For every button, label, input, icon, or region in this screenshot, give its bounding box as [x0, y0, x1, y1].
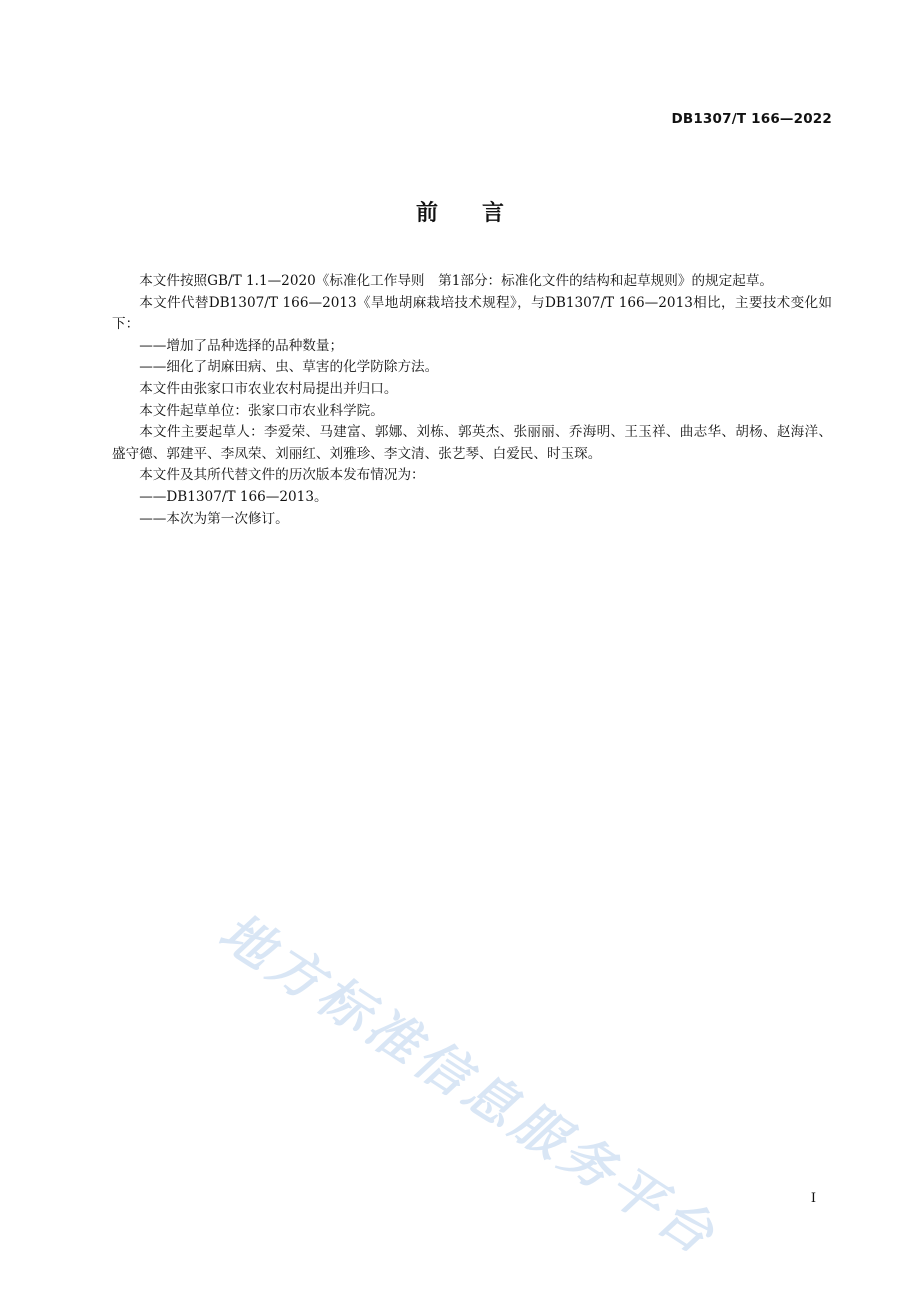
paragraph-replacement: 本文件代替DB1307/T 166—2013《旱地胡麻栽培技术规程》，与DB1307/T 166—2013相比，主要技术变化如下：	[112, 294, 832, 333]
list-item-version-1: ——DB1307/T 166—2013。	[139, 488, 328, 505]
paragraph-proposer: 本文件由张家口市农业农村局提出并归口。	[139, 380, 398, 397]
list-item-change-1: ——增加了品种选择的品种数量；	[139, 337, 344, 354]
document-code: DB1307/T 166—2022	[671, 111, 832, 127]
page-number: I	[810, 1191, 816, 1206]
document-body	[112, 271, 832, 530]
title-char-1: 前	[415, 201, 438, 226]
paragraph-drafting-unit: 本文件起草单位：张家口市农业科学院。	[139, 402, 384, 419]
paragraph-drafting-basis: 本文件按照GB/T 1.1—2020《标准化工作导则 第1部分：标准化文件的结构和起草规则》的规定起草。	[139, 273, 774, 289]
list-item-change-2: ——细化了胡麻田病、虫、草害的化学防除方法。	[139, 359, 439, 376]
paragraph-drafters: 本文件主要起草人：李爱荣、马建富、郭娜、刘栋、郭英杰、张丽丽、乔海明、王玉祥、曲志华、胡杨、赵海洋、盛守德、郭建平、李凤荣、刘丽红、刘雅珍、李文清、张艺琴、白爱民、时玉琛。	[112, 424, 832, 462]
watermark: 地方标准信息服务平台	[208, 901, 728, 1269]
paragraph-version-history: 本文件及其所代替文件的历次版本发布情况为：	[139, 467, 425, 484]
page-title	[0, 196, 920, 227]
title-char-2: 言	[482, 201, 505, 226]
list-item-version-2: ——本次为第一次修订。	[139, 510, 289, 527]
